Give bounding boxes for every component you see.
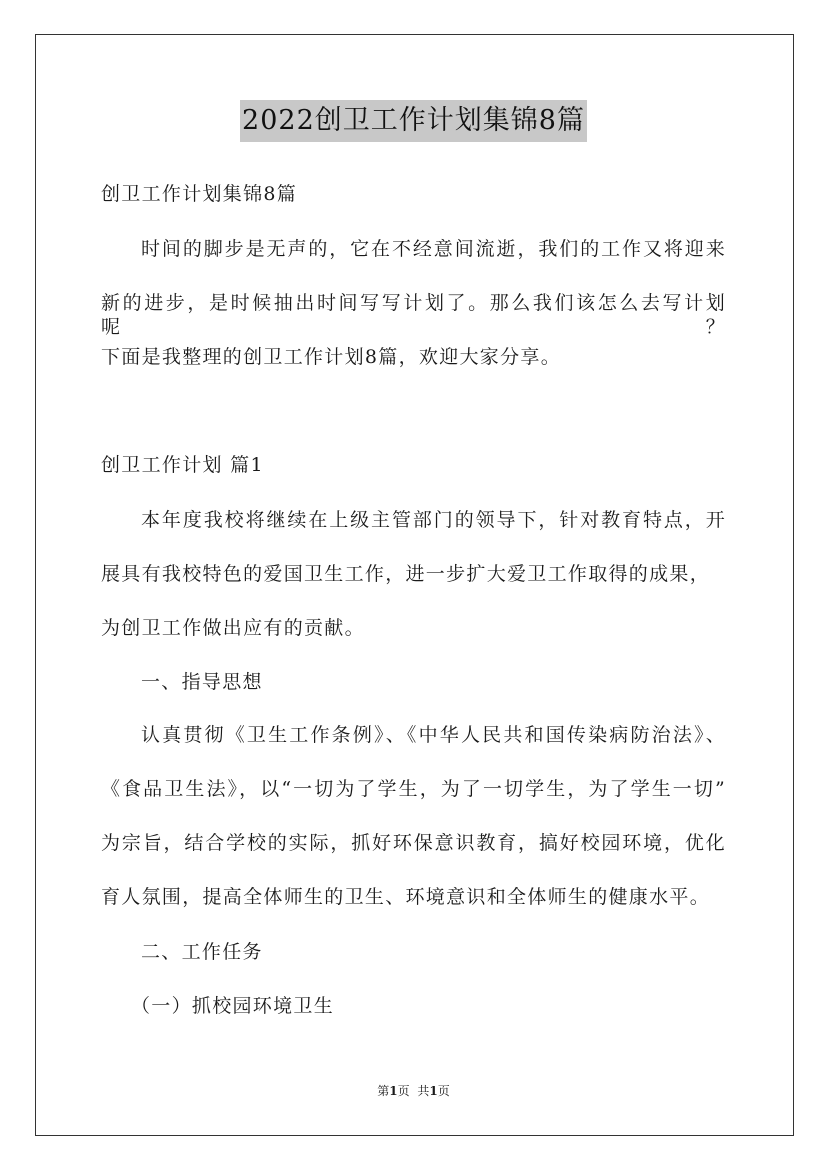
para1-line-3: 为创卫工作做出应有的贡献。 [101, 617, 365, 639]
footer-total-number: 1 [429, 1084, 438, 1098]
document-subtitle: 创卫工作计划集锦8篇 [101, 183, 298, 205]
para2-line-4: 育人氛围，提高全体师生的卫生、环境意识和全体师生的健康水平。 [101, 886, 711, 908]
para2-line-3: 为宗旨，结合学校的实际，抓好环保意识教育，搞好校园环境，优化 [101, 832, 726, 854]
intro-line-3: 下面是我整理的创卫工作计划8篇，欢迎大家分享。 [101, 346, 561, 368]
footer-page-suffix: 页 [397, 1084, 410, 1098]
para1-line-2: 展具有我校特色的爱国卫生工作，进一步扩大爱卫工作取得的成果， [101, 563, 711, 585]
footer-page-number: 1 [389, 1084, 398, 1098]
heading-work-tasks: 二、工作任务 [141, 941, 263, 963]
heading-campus-hygiene: （一）抓校园环境卫生 [131, 995, 335, 1017]
title-container [0, 100, 827, 142]
document-title: 2022创卫工作计划集锦8篇 [240, 100, 587, 142]
page-footer [0, 1083, 827, 1099]
footer-total-suffix: 页 [437, 1084, 450, 1098]
section-heading: 创卫工作计划 篇1 [101, 454, 264, 476]
heading-guiding-ideology: 一、指导思想 [141, 671, 263, 693]
intro-line-1: 时间的脚步是无声的，它在不经意间流逝，我们的工作又将迎来 [141, 238, 726, 260]
para2-line-1: 认真贯彻《卫生工作条例》、《中华人民共和国传染病防治法》、 [141, 724, 726, 746]
footer-page-prefix: 第 [377, 1084, 390, 1098]
intro-line-2: 新的进步，是时候抽出时间写写计划了。那么我们该怎么去写计划呢？ [101, 292, 726, 338]
footer-total-prefix: 共 [417, 1084, 430, 1098]
para1-line-1: 本年度我校将继续在上级主管部门的领导下，针对教育特点，开 [141, 509, 726, 531]
para2-line-2: 《食品卫生法》，以“一切为了学生，为了一切学生，为了学生一切” [101, 778, 726, 800]
